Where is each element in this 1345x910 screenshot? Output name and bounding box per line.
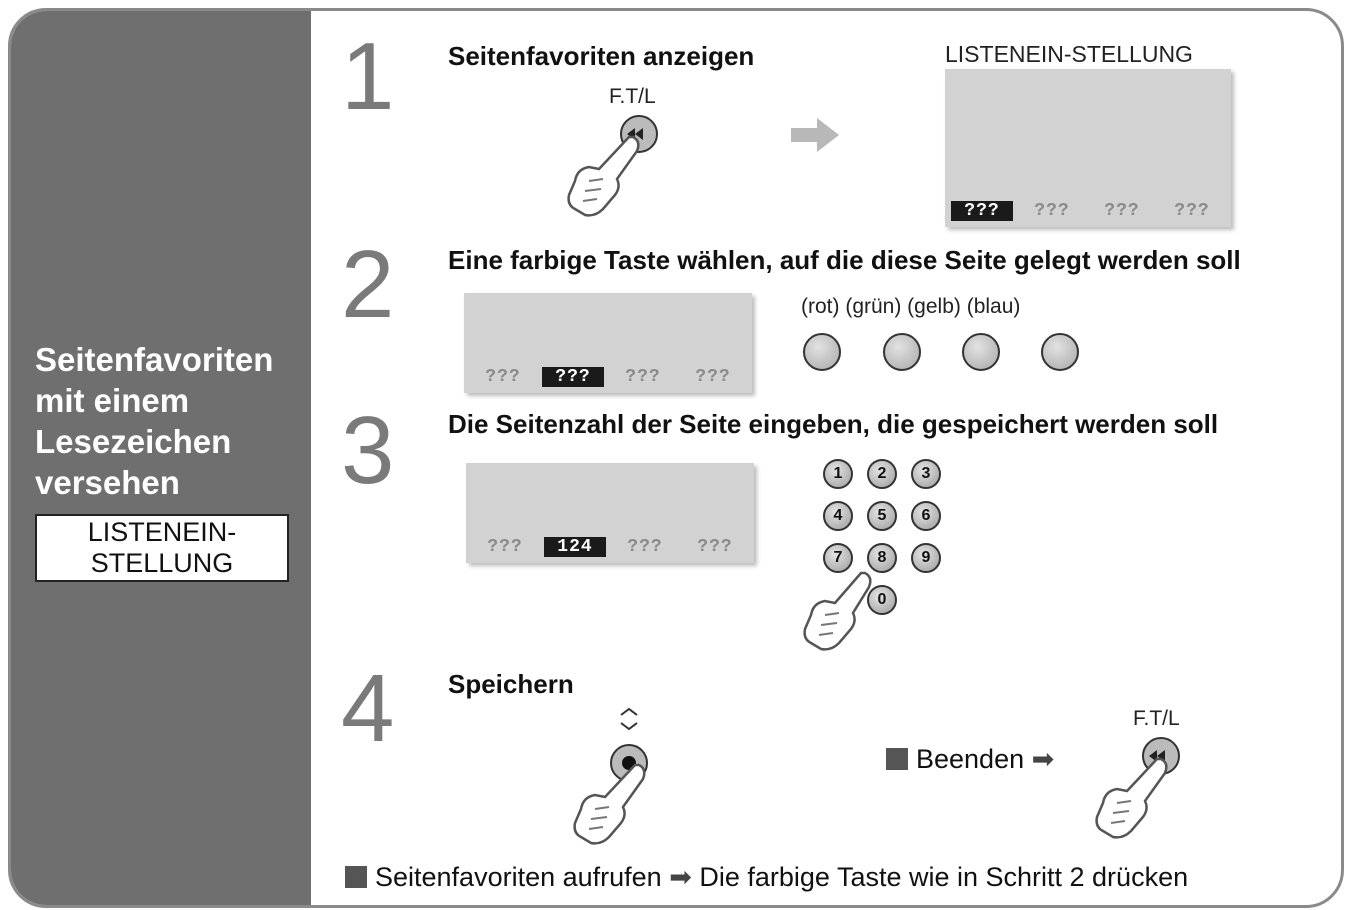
number-key-4[interactable]: 4 bbox=[823, 501, 853, 531]
favorite-slot: ??? bbox=[627, 537, 663, 557]
number-key-5[interactable]: 5 bbox=[867, 501, 897, 531]
chevron-up-icon bbox=[617, 709, 641, 733]
sidebar bbox=[11, 11, 311, 905]
tv-screen bbox=[945, 69, 1231, 227]
sidebar-box-line: STELLUNG bbox=[90, 548, 234, 578]
footer-left: Seitenfavoriten aufrufen bbox=[375, 862, 662, 892]
square-bullet-icon bbox=[345, 866, 367, 888]
favorite-slot: ??? bbox=[1174, 201, 1210, 221]
favorite-slot: ??? bbox=[487, 537, 523, 557]
number-key-9[interactable]: 9 bbox=[911, 543, 941, 573]
favorite-slots bbox=[466, 537, 754, 559]
number-key-0[interactable]: 0 bbox=[867, 585, 897, 615]
number-key-6[interactable]: 6 bbox=[911, 501, 941, 531]
step-number: 3 bbox=[341, 397, 395, 504]
favorite-slot: ??? bbox=[542, 367, 604, 387]
button-label: F.T/L bbox=[609, 85, 656, 108]
end-instruction bbox=[886, 744, 1054, 775]
arrow-right-icon bbox=[789, 116, 843, 156]
step-title: Speichern bbox=[448, 669, 574, 699]
button-label: F.T/L bbox=[1133, 707, 1180, 730]
step-title: Seitenfavoriten anzeigen bbox=[448, 41, 755, 71]
footer-instruction bbox=[345, 862, 1188, 893]
number-key-2[interactable]: 2 bbox=[867, 459, 897, 489]
number-key-7[interactable]: 7 bbox=[823, 543, 853, 573]
step-number: 1 bbox=[341, 23, 395, 130]
step-number: 2 bbox=[341, 231, 395, 338]
step-title: Eine farbige Taste wählen, auf die diese Seite gelegt werden soll bbox=[448, 245, 1241, 275]
arrow-right-icon: ➡ bbox=[669, 862, 692, 892]
arrow-right-icon: ➡ bbox=[1031, 744, 1055, 774]
tv-screen bbox=[466, 463, 754, 563]
sidebar-mode-box bbox=[35, 514, 289, 582]
favorite-slot: ??? bbox=[697, 537, 733, 557]
favorite-slot: ??? bbox=[1104, 201, 1140, 221]
favorite-slot: ??? bbox=[1034, 201, 1070, 221]
number-key-3[interactable]: 3 bbox=[911, 459, 941, 489]
color-labels: (rot) (grün) (gelb) (blau) bbox=[801, 295, 1021, 318]
favorite-slot: ??? bbox=[485, 367, 521, 387]
favorite-slots bbox=[945, 201, 1231, 223]
favorite-slot: 124 bbox=[544, 537, 606, 557]
blue-button[interactable] bbox=[1041, 333, 1079, 371]
footer-right: Die farbige Taste wie in Schritt 2 drücken bbox=[699, 862, 1189, 892]
step-title: Die Seitenzahl der Seite eingeben, die gespeichert werden soll bbox=[448, 409, 1219, 439]
favorite-slot: ??? bbox=[951, 201, 1013, 221]
hand-pointer-icon bbox=[559, 129, 649, 219]
square-bullet-icon bbox=[886, 748, 908, 770]
sidebar-title bbox=[35, 339, 305, 503]
steps-area bbox=[311, 11, 1341, 905]
tv-screen bbox=[464, 293, 752, 393]
sidebar-title-line: Seitenfavoriten bbox=[35, 341, 274, 378]
sidebar-title-line: mit einem bbox=[35, 382, 190, 419]
number-key-8[interactable]: 8 bbox=[867, 543, 897, 573]
yellow-button[interactable] bbox=[962, 333, 1000, 371]
hand-pointer-icon bbox=[799, 567, 879, 657]
red-button[interactable] bbox=[803, 333, 841, 371]
end-label: Beenden bbox=[916, 744, 1025, 774]
favorite-slot: ??? bbox=[695, 367, 731, 387]
favorite-slots bbox=[464, 367, 752, 389]
hand-pointer-icon bbox=[1087, 751, 1177, 841]
instruction-panel bbox=[8, 8, 1344, 908]
sidebar-title-line: versehen bbox=[35, 464, 180, 501]
favorite-slot: ??? bbox=[625, 367, 661, 387]
green-button[interactable] bbox=[883, 333, 921, 371]
hand-pointer-icon bbox=[565, 757, 655, 847]
step-number: 4 bbox=[341, 655, 395, 762]
sidebar-box-line: LISTENEIN- bbox=[87, 517, 237, 547]
screen-title: LISTENEIN-STELLUNG bbox=[945, 41, 1193, 67]
number-key-1[interactable]: 1 bbox=[823, 459, 853, 489]
sidebar-title-line: Lesezeichen bbox=[35, 423, 232, 460]
